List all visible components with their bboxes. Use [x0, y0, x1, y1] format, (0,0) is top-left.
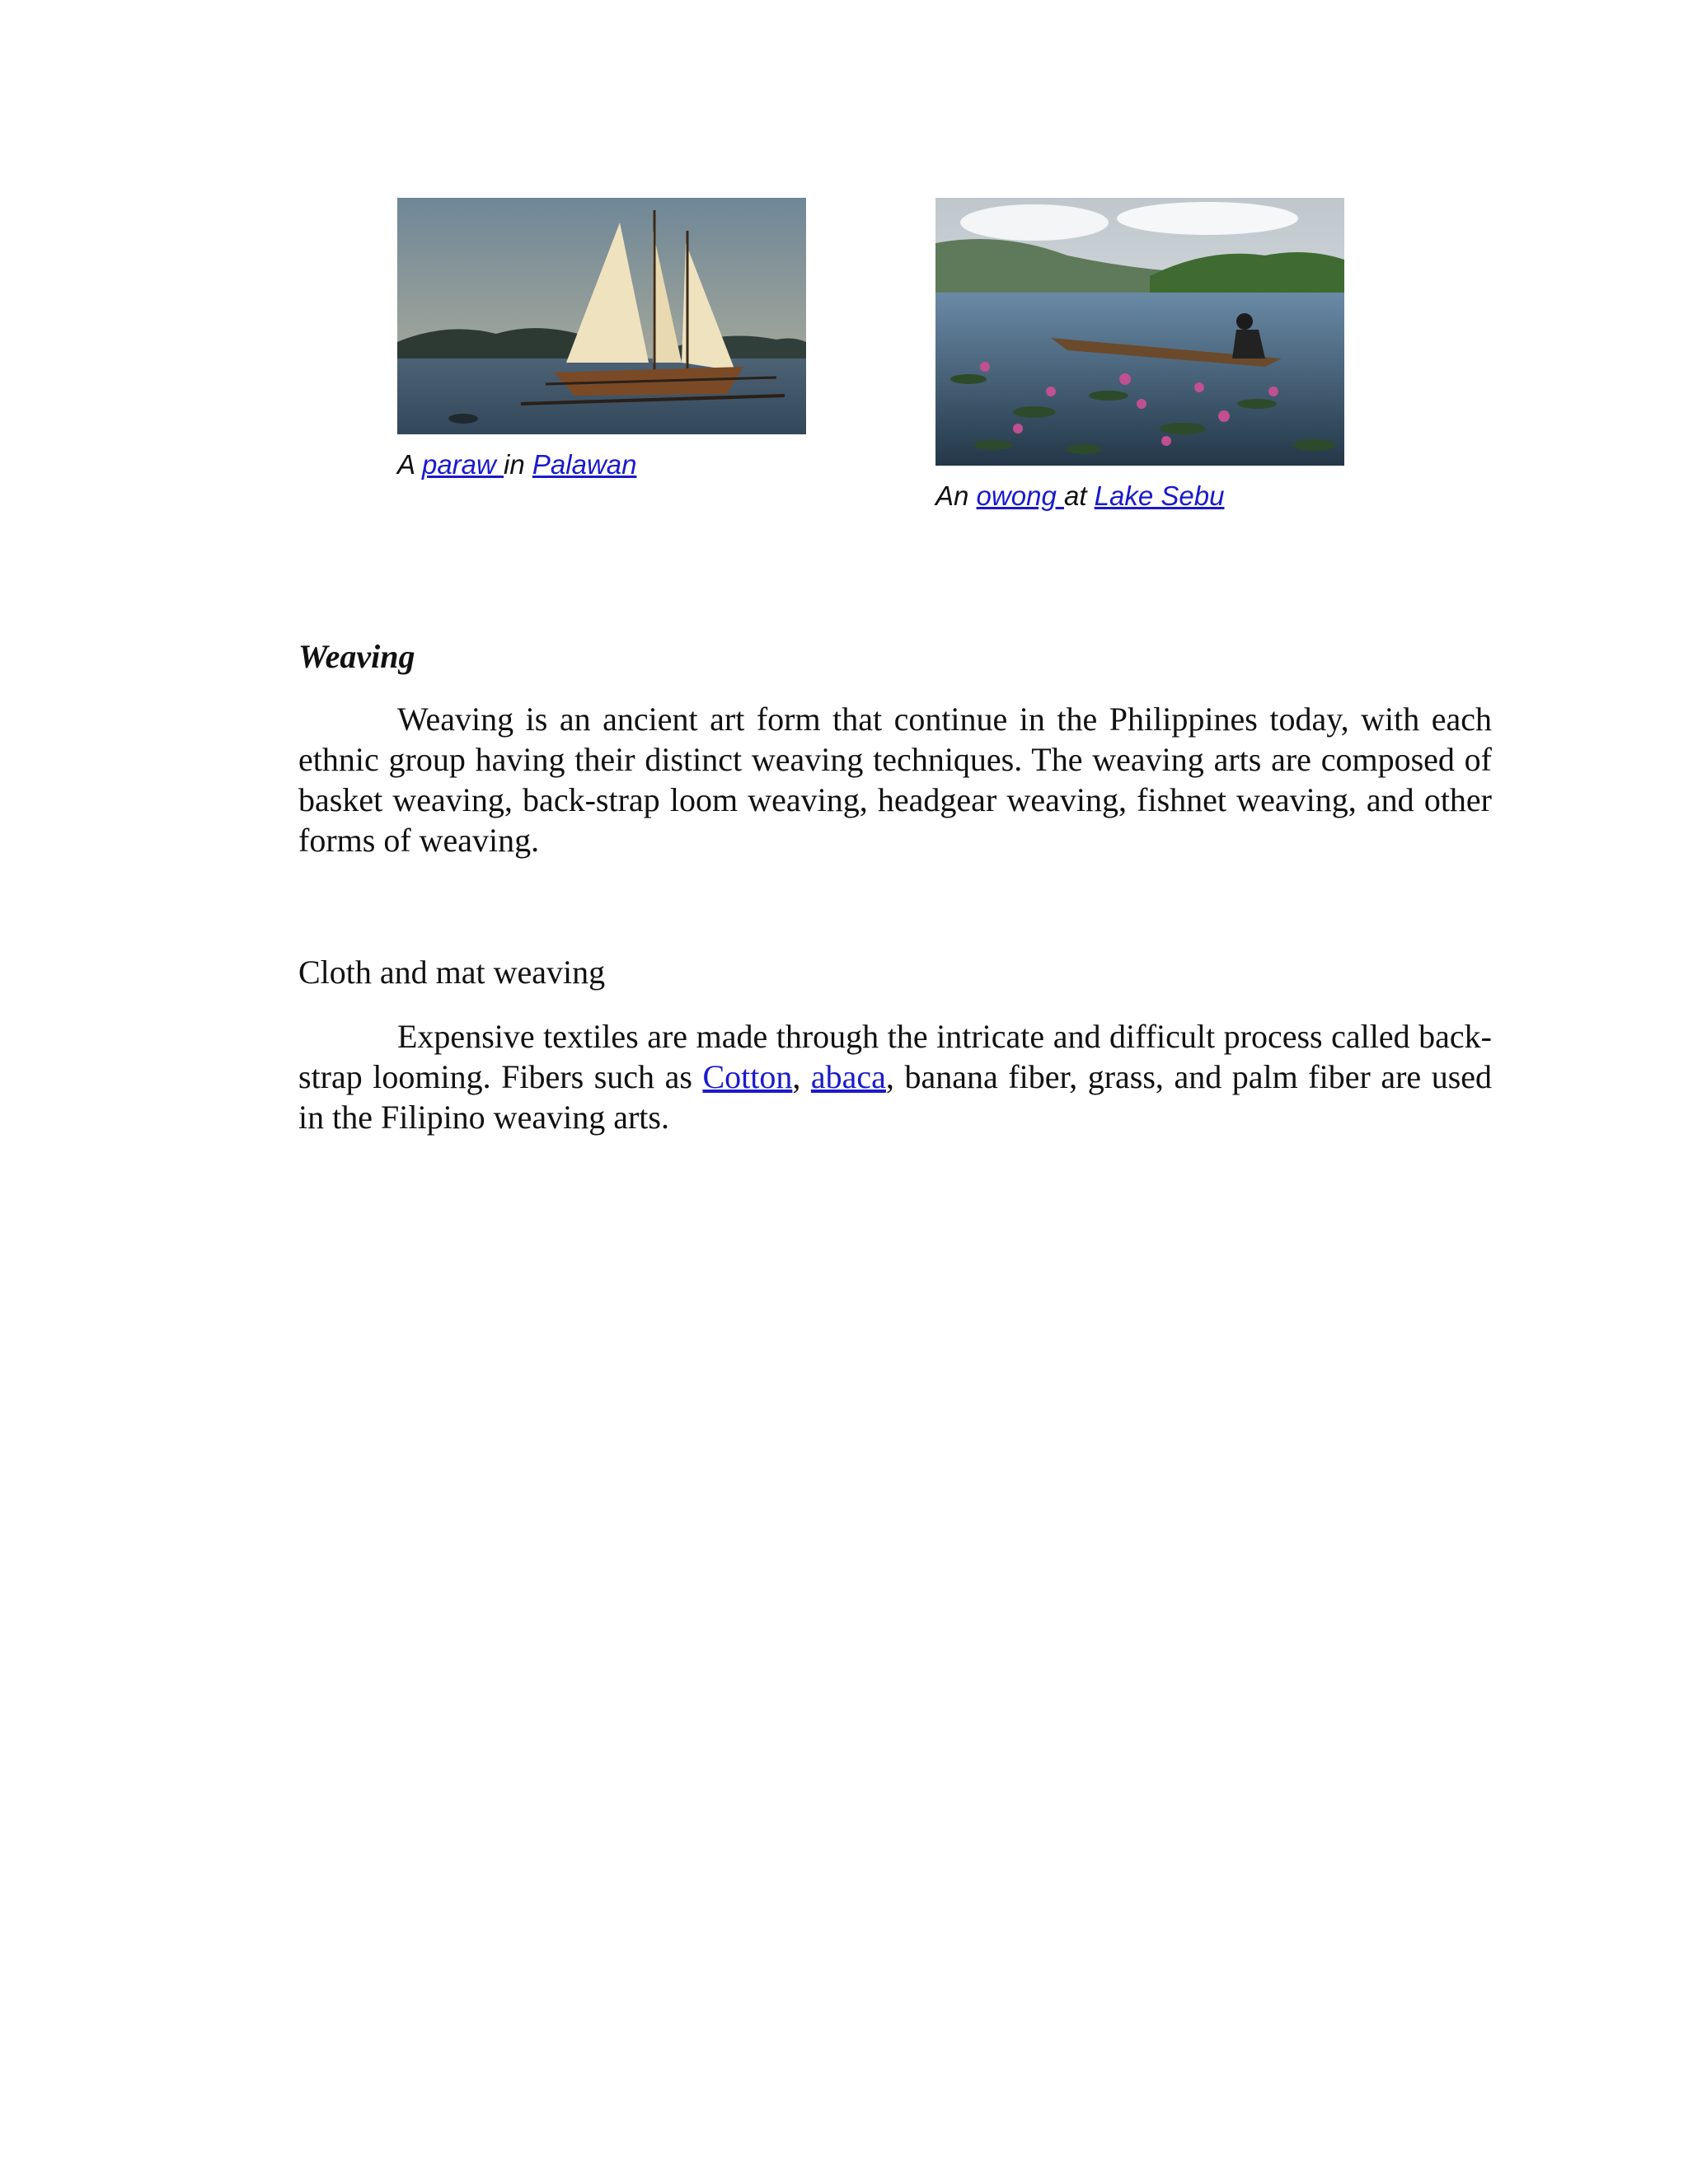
- link-lake-sebu[interactable]: Lake Sebu: [1094, 480, 1225, 511]
- caption-prefix: A: [397, 449, 422, 480]
- link-cotton[interactable]: Cotton: [702, 1058, 793, 1095]
- cloth-paragraph: [298, 1016, 1492, 1137]
- figure-paraw: [397, 198, 806, 480]
- weaving-paragraph: Weaving is an ancient art form that continue in the Philippines today, with each ethnic group having their distinct weaving techniques. The weaving arts are composed of basket weaving, back-strap loom weaving, headgear weaving, fishnet weaving, and other forms of weaving.: [298, 701, 1492, 859]
- figure-owong: [935, 198, 1344, 512]
- link-owong[interactable]: owong: [976, 480, 1064, 511]
- figure-caption: [935, 480, 1344, 512]
- cloth-text-end: , banana fiber, grass, and palm fiber are used in the Filipino weaving arts.: [298, 1058, 1493, 1136]
- link-palawan[interactable]: Palawan: [532, 449, 637, 480]
- weaving-heading: Weaving: [298, 638, 415, 675]
- caption-prefix: An: [935, 480, 977, 511]
- link-abaca[interactable]: abaca: [810, 1058, 886, 1095]
- figure-caption: [397, 449, 806, 480]
- link-paraw[interactable]: paraw: [421, 449, 504, 480]
- cloth-separator: ,: [792, 1058, 811, 1095]
- caption-middle: at: [1063, 480, 1095, 511]
- sailboat-photo: [397, 198, 806, 434]
- cloth-mat-heading: Cloth and mat weaving: [298, 954, 606, 991]
- caption-middle: in: [504, 449, 532, 480]
- canoe-lake-photo: [935, 198, 1344, 466]
- cloth-text-start: Expensive textiles are made through the intricate and difficult process called back-strap looming. Fibers such as: [298, 1018, 1492, 1095]
